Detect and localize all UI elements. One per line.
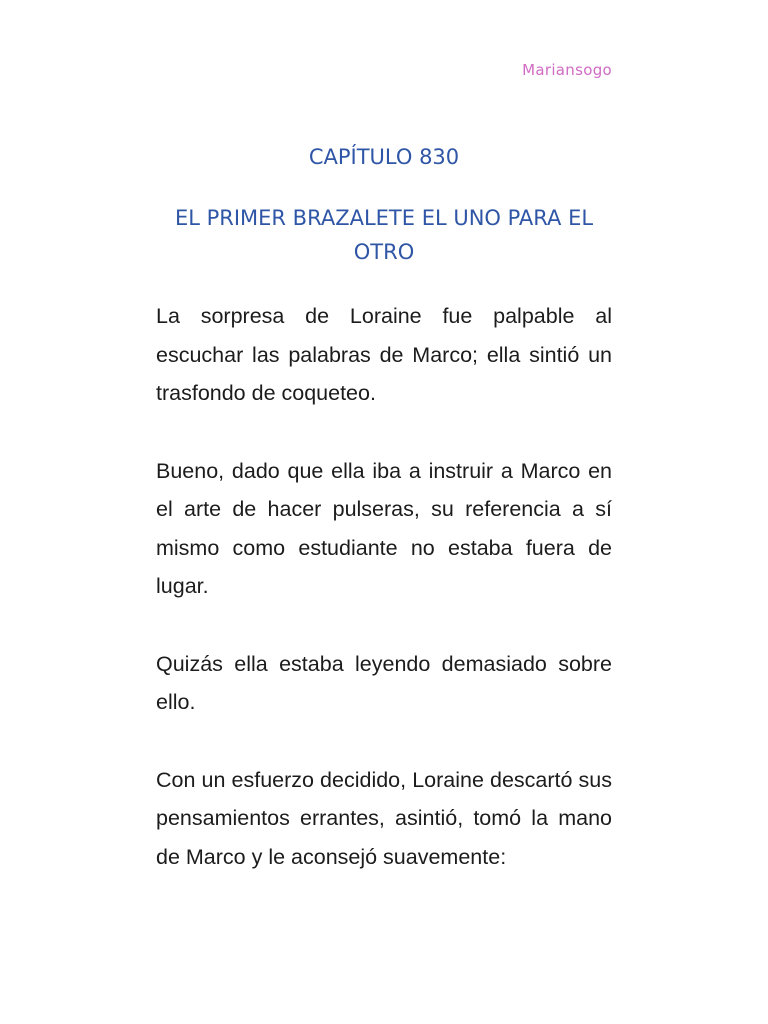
paragraph: Quizás ella estaba leyendo demasiado sobre ello.: [156, 651, 612, 714]
chapter-body: [156, 297, 612, 915]
chapter-title: EL PRIMER BRAZALETE EL UNO PARA EL OTRO: [174, 206, 594, 264]
paragraph: La sorpresa de Loraine fue palpable al escuchar las palabras de Marco; ella sintió un trasfondo de coqueteo.: [156, 304, 612, 405]
author-name: Mariansogo: [522, 61, 612, 79]
paragraph: Bueno, dado que ella iba a instruir a Marco en el arte de hacer pulseras, su referencia a sí mismo como estudiante no estaba fuera de lugar.: [156, 458, 612, 598]
paragraph: Con un esfuerzo decidido, Loraine descartó sus pensamientos errantes, asintió, tomó la mano de Marco y le aconsejó suavemente:: [156, 767, 612, 869]
chapter-number: CAPÍTULO 830: [308, 145, 460, 169]
